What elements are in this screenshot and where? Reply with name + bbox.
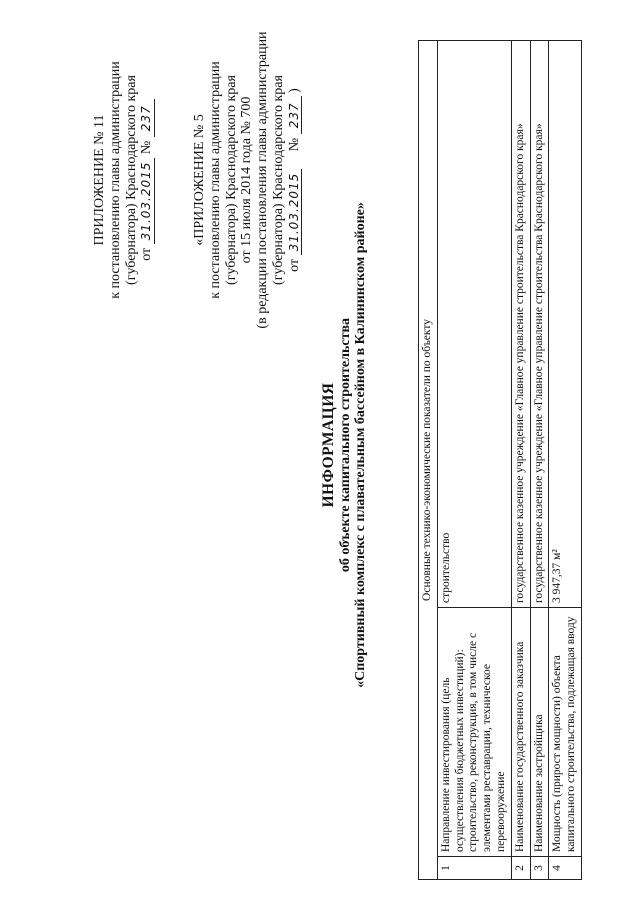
object-name: «Спортивный комплекс с плавательным бассейном в Калининском районе»	[353, 202, 369, 688]
table-header-row	[419, 41, 438, 880]
row-number: 2	[511, 857, 530, 880]
row-number: 1	[437, 857, 511, 880]
appendix-11-date: 31.03.2015	[140, 158, 155, 245]
appendix-5-no-label: №	[286, 137, 302, 152]
appendix-11-line1: к постановлению главы администрации	[107, 61, 123, 299]
appendix-11-header	[92, 0, 155, 370]
row-value: строительство	[437, 41, 511, 608]
appendix-11-date-line	[139, 0, 155, 370]
row-number: 4	[549, 857, 582, 880]
row-name: Мощность (прирост мощности) объекта капитального строительства, подлежащая вводу	[549, 608, 582, 857]
table-row	[549, 41, 582, 880]
appendix-11-from-label: от	[139, 247, 155, 261]
appendix-5-title: «ПРИЛОЖЕНИЕ № 5	[192, 114, 207, 246]
appendix-5-header	[192, 0, 303, 370]
appendix-11-line2: (губернатора) Краснодарского края	[123, 75, 139, 285]
appendix-5-close: )	[286, 88, 302, 93]
appendix-5-line3: от 15 июля 2014 года № 700	[239, 96, 255, 264]
document-title: ИНФОРМАЦИЯ	[320, 382, 337, 508]
appendix-5-from-label: от	[286, 258, 302, 272]
row-name: Наименование застройщика	[530, 608, 549, 857]
row-name: Направление инвестирования (цель осуществления бюджетных инвестиций): строительство, реконструкция, в том числе с элементами реставрации, техническое перевооружение	[437, 608, 511, 857]
appendix-5-date: 31.03.2015	[288, 169, 303, 256]
appendix-5-line1: к постановлению главы администрации	[207, 61, 223, 299]
row-value: государственное казенное учреждение «Главное управление строительства Краснодарского края»	[511, 41, 530, 608]
table-row	[437, 41, 511, 880]
row-value: государственное казенное учреждение «Главное управление строительства Краснодарского края»	[530, 41, 549, 608]
row-value: 3 947,37 м²	[549, 41, 582, 608]
row-name: Наименование государственного заказчика	[511, 608, 530, 857]
appendix-11-no-label: №	[139, 140, 155, 155]
table-row	[530, 41, 549, 880]
indicators-table	[418, 40, 582, 880]
table-row	[511, 41, 530, 880]
document-heading	[320, 165, 369, 725]
row-number: 3	[530, 857, 549, 880]
table-header: Основные технико-экономические показатели по объекту	[419, 41, 438, 880]
appendix-5-line2: (губернатора) Краснодарского края	[223, 75, 239, 285]
appendix-5-number: 237	[288, 96, 303, 134]
appendix-11-title: ПРИЛОЖЕНИЕ № 11	[92, 114, 107, 246]
document-subtitle: об объекте капитального строительства	[337, 317, 353, 573]
appendix-11-number: 237	[140, 99, 155, 137]
appendix-5-line5: (губернатора) Краснодарского края	[271, 75, 287, 285]
appendix-5-date-line	[287, 0, 303, 370]
appendix-5-line4: (в редакции постановления главы администрации	[255, 31, 271, 329]
